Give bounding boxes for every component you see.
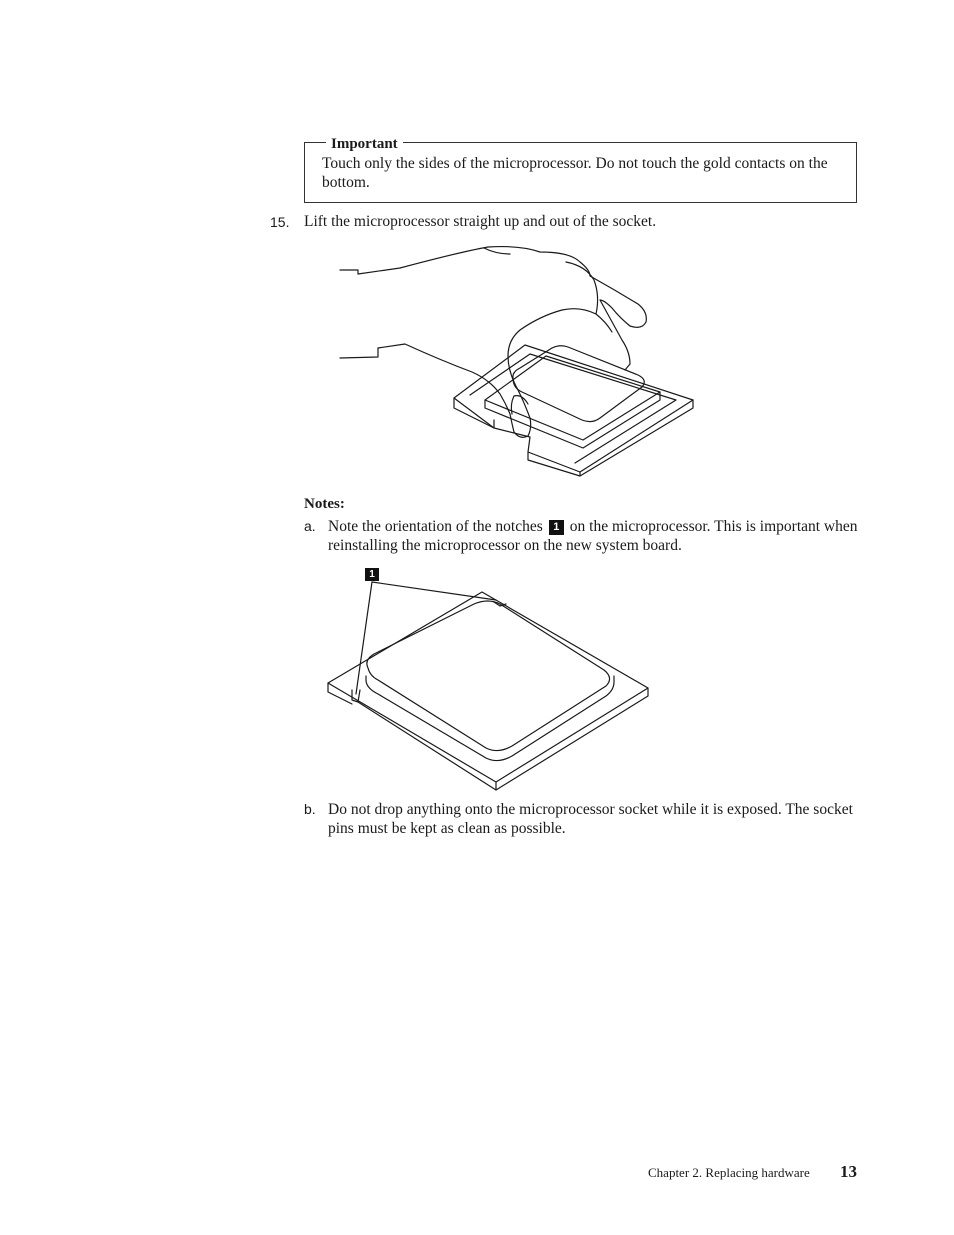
note-b-text: Do not drop anything onto the microprocessor socket while it is exposed. The socket pins must be kept as clean as possible.	[328, 801, 853, 837]
important-text: Touch only the sides of the microprocessor. Do not touch the gold contacts on the bottom.	[322, 155, 828, 191]
note-a-text-after: on the microprocessor. This is important when reinstalling the microprocessor on the new system board.	[328, 518, 858, 554]
processor-substrate	[328, 592, 648, 782]
important-title: Important	[326, 135, 403, 153]
notes-title: Notes:	[304, 496, 345, 512]
note-b-letter: b.	[304, 801, 316, 817]
page-number: 13	[840, 1162, 857, 1181]
heat-spreader	[367, 601, 610, 751]
step-number: 15.	[270, 214, 290, 230]
callout-badge: 1	[549, 520, 564, 535]
note-a-text-before: Note the orientation of the notches	[328, 518, 543, 535]
figure-callout-badge: 1	[365, 568, 379, 581]
note-a-letter: a.	[304, 518, 316, 534]
footer-chapter: Chapter 2. Replacing hardware	[648, 1165, 810, 1180]
step-text: Lift the microprocessor straight up and out of the socket.	[304, 213, 657, 230]
